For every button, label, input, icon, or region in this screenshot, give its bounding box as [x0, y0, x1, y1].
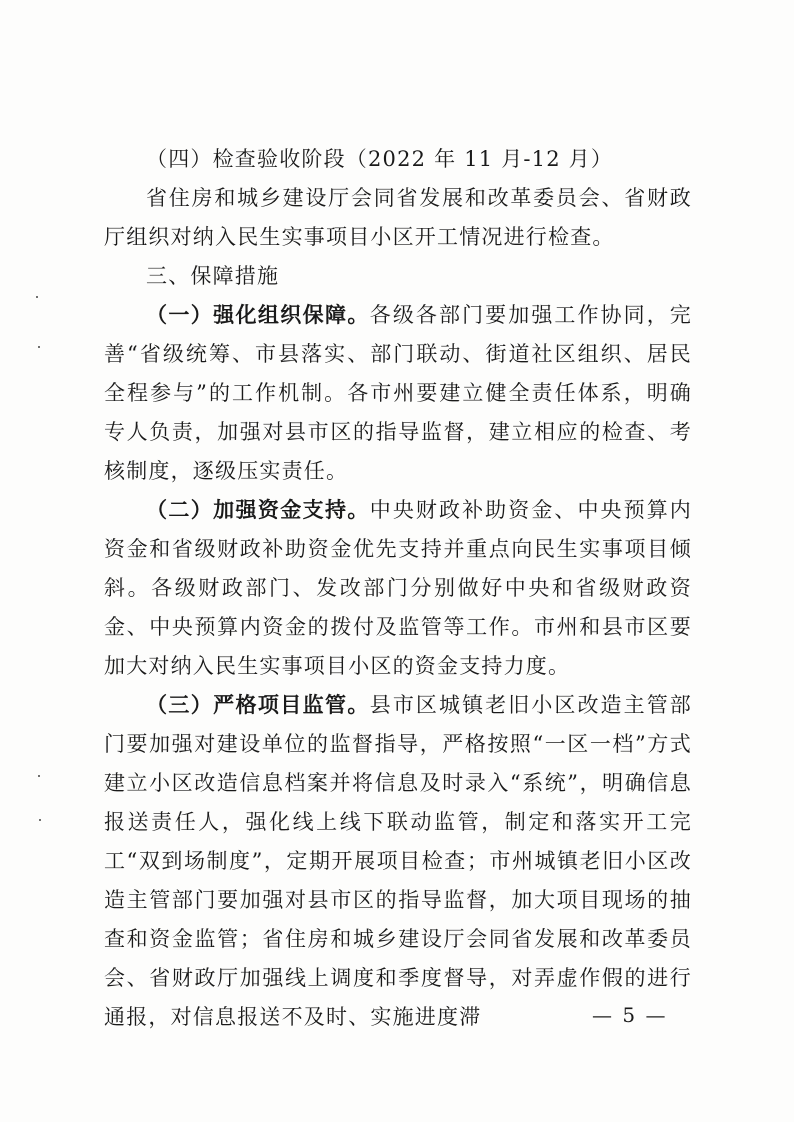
measure-text-1: 各级各部门要加强工作协同，完善“省级统筹、市县落实、部门联动、街道社区组织、居民全程参与”的工作机制。各市州要建立健全责任体系，明确专人负责，加强对县市区的指导监督，建立相应的检查、考核制度，逐级压实责任。	[104, 303, 692, 483]
measure-lead-2: （二）加强资金支持。	[146, 498, 370, 522]
measure-paragraph-3	[104, 686, 692, 1037]
measure-text-2: 中央财政补助资金、中央预算内资金和省级财政补助资金优先支持并重点向民生实事项目倾斜。各级财政部门、发改部门分别做好中央和省级财政资金、中央预算内资金的拨付及监管等工作。市州和县市区要加大对纳入民生实事项目小区的资金支持力度。	[104, 498, 692, 678]
measure-paragraph-2	[104, 491, 692, 686]
measure-lead-1: （一）强化组织保障。	[146, 303, 370, 327]
scan-speck	[39, 819, 41, 821]
scan-speck	[38, 775, 40, 777]
scan-speck	[38, 346, 40, 348]
page-number: — 5 —	[592, 1003, 668, 1027]
measure-text-3: 县市区城镇老旧小区改造主管部门要加强对建设单位的监督指导，严格按照“一区一档”方式建立小区改造信息档案并将信息及时录入“系统”，明确信息报送责任人，强化线上线下联动监管，制定和落实开工完工“双到场制度”，定期开展项目检查；市州城镇老旧小区改造主管部门要加强对县市区的指导监督，加大项目现场的抽查和资金监管；省住房和城乡建设厅会同省发展和改革委员会、省财政厅加强线上调度和季度督导，对弄虚作假的进行通报，对信息报送不及时、实施进度滞	[104, 693, 692, 1029]
document-body	[104, 140, 692, 1037]
phase-heading: （四）检查验收阶段（2022 年 11 月-12 月）	[146, 147, 614, 171]
scan-speck	[36, 296, 38, 298]
measure-lead-3: （三）严格项目监管。	[146, 693, 370, 717]
measure-paragraph-1	[104, 296, 692, 491]
section-heading: 三、保障措施	[146, 264, 280, 288]
phase-body-paragraph: 省住房和城乡建设厅会同省发展和改革委员会、省财政厅组织对纳入民生实事项目小区开工情况进行检查。	[104, 186, 692, 249]
